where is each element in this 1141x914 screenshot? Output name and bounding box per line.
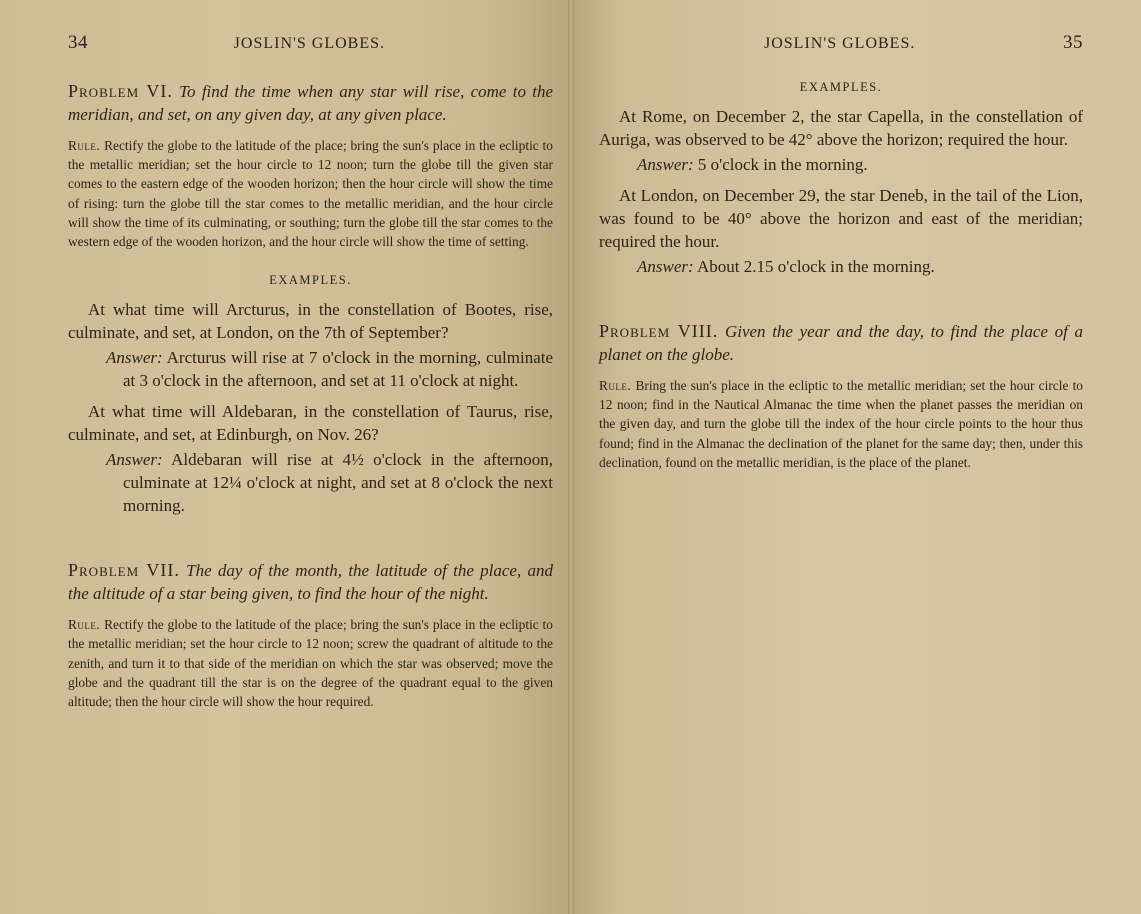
problem-heading [68,80,553,126]
problem-heading [599,320,1083,366]
example-question: At what time will Aldebaran, in the constellation of Taurus, rise, culminate, and set, at Edinburgh, on Nov. 26? [68,402,553,445]
rule-paragraph [68,615,553,711]
answer-text: About 2.15 o'clock in the morning. [696,257,935,276]
rule-label: Rule. [599,378,632,393]
answer-label: Answer: [637,257,694,276]
rule-text: Rectify the globe to the latitude of the place; bring the sun's place in the ecliptic to the metallic meridian; set the hour circle to 12 noon; screw the quadrant of altitude to the zenith, and turn it to that side of the meridian on which the star was observed; move the globe and the quadrant till the star is on the degree of the quadrant equal to the given altitude; then the hour circle will show the hour required. [68,617,553,710]
running-head-left [68,32,553,54]
page-number: 35 [1063,32,1083,53]
example-answer [599,255,1083,278]
example-answer [68,346,553,392]
running-title: JOSLIN'S GLOBES. [764,35,916,52]
answer-text: Arcturus will rise at 7 o'clock in the morning, culminate at 3 o'clock in the afternoon, and set at 11 o'clock at night. [123,348,554,391]
page-number: 34 [68,32,88,53]
problem-label: Problem VI. [68,81,173,101]
answer-label: Answer: [637,155,694,174]
answer-text: Aldebaran will rise at 4½ o'clock in the afternoon, culminate at 12¼ o'clock at night, and set at 8 o'clock the next morning. [123,450,554,516]
rule-paragraph [68,136,553,251]
answer-label: Answer: [106,348,163,368]
answer-label: Answer: [106,450,163,470]
example-question: At Rome, on December 2, the star Capella, in the constellation of Auriga, was observed to be 42° above the horizon; required the hour. [599,107,1083,149]
problem-statement: To find the time when any star will rise, come to the meridian, and set, on any given day, at any given place. [68,82,553,124]
example-question: At what time will Arcturus, in the constellation of Bootes, rise, culminate, and set, at London, on the 7th of September? [68,300,553,343]
example-answer [68,448,553,517]
examples-heading: EXAMPLES. [799,80,883,94]
problem-label: Problem VII. [68,560,180,581]
answer-text: 5 o'clock in the morning. [697,155,868,174]
rule-label: Rule. [68,138,101,153]
problem-statement: The day of the month, the latitude of the place, and the altitude of a star being given, to find the hour of the night. [68,561,553,604]
rule-text: Bring the sun's place in the ecliptic to the metallic meridian; set the hour circle to 12 noon; find in the Nautical Almanac the time when the planet passes the meridian on the given day, and turn the globe till the index of the hour circle points to the hour thus found; find in the Almanac the declination of the planet for the same day; then, under this declination, found on the metallic meridian, is the place of the planet. [599,378,1083,470]
rule-label: Rule. [68,617,101,633]
running-head-right [599,32,1083,54]
right-page [571,0,1141,914]
problem-heading [68,559,553,605]
problem-label: Problem VIII. [599,321,719,341]
examples-heading: EXAMPLES. [269,273,352,288]
rule-paragraph [599,376,1083,472]
example-answer [599,153,1083,176]
problem-statement: Given the year and the day, to find the place of a planet on the globe. [599,322,1083,364]
book-gutter [568,0,574,914]
running-title: JOSLIN'S GLOBES. [233,35,385,52]
rule-text: Rectify the globe to the latitude of the place; bring the sun's place in the ecliptic to the metallic meridian; set the hour circle to 12 noon; turn the globe till the given star comes to the eastern edge of the wooden horizon; then the hour circle will show the time of rising: turn the globe till the star comes to the metallic meridian, and the hour circle will show the time of its culminating, or southing; turn the globe till the star comes to the western edge of the wooden horizon, and the hour circle will show the time of setting. [68,138,553,250]
example-question: At London, on December 29, the star Deneb, in the tail of the Lion, was found to be 40° above the horizon and east of the meridian; required the hour. [599,186,1083,251]
